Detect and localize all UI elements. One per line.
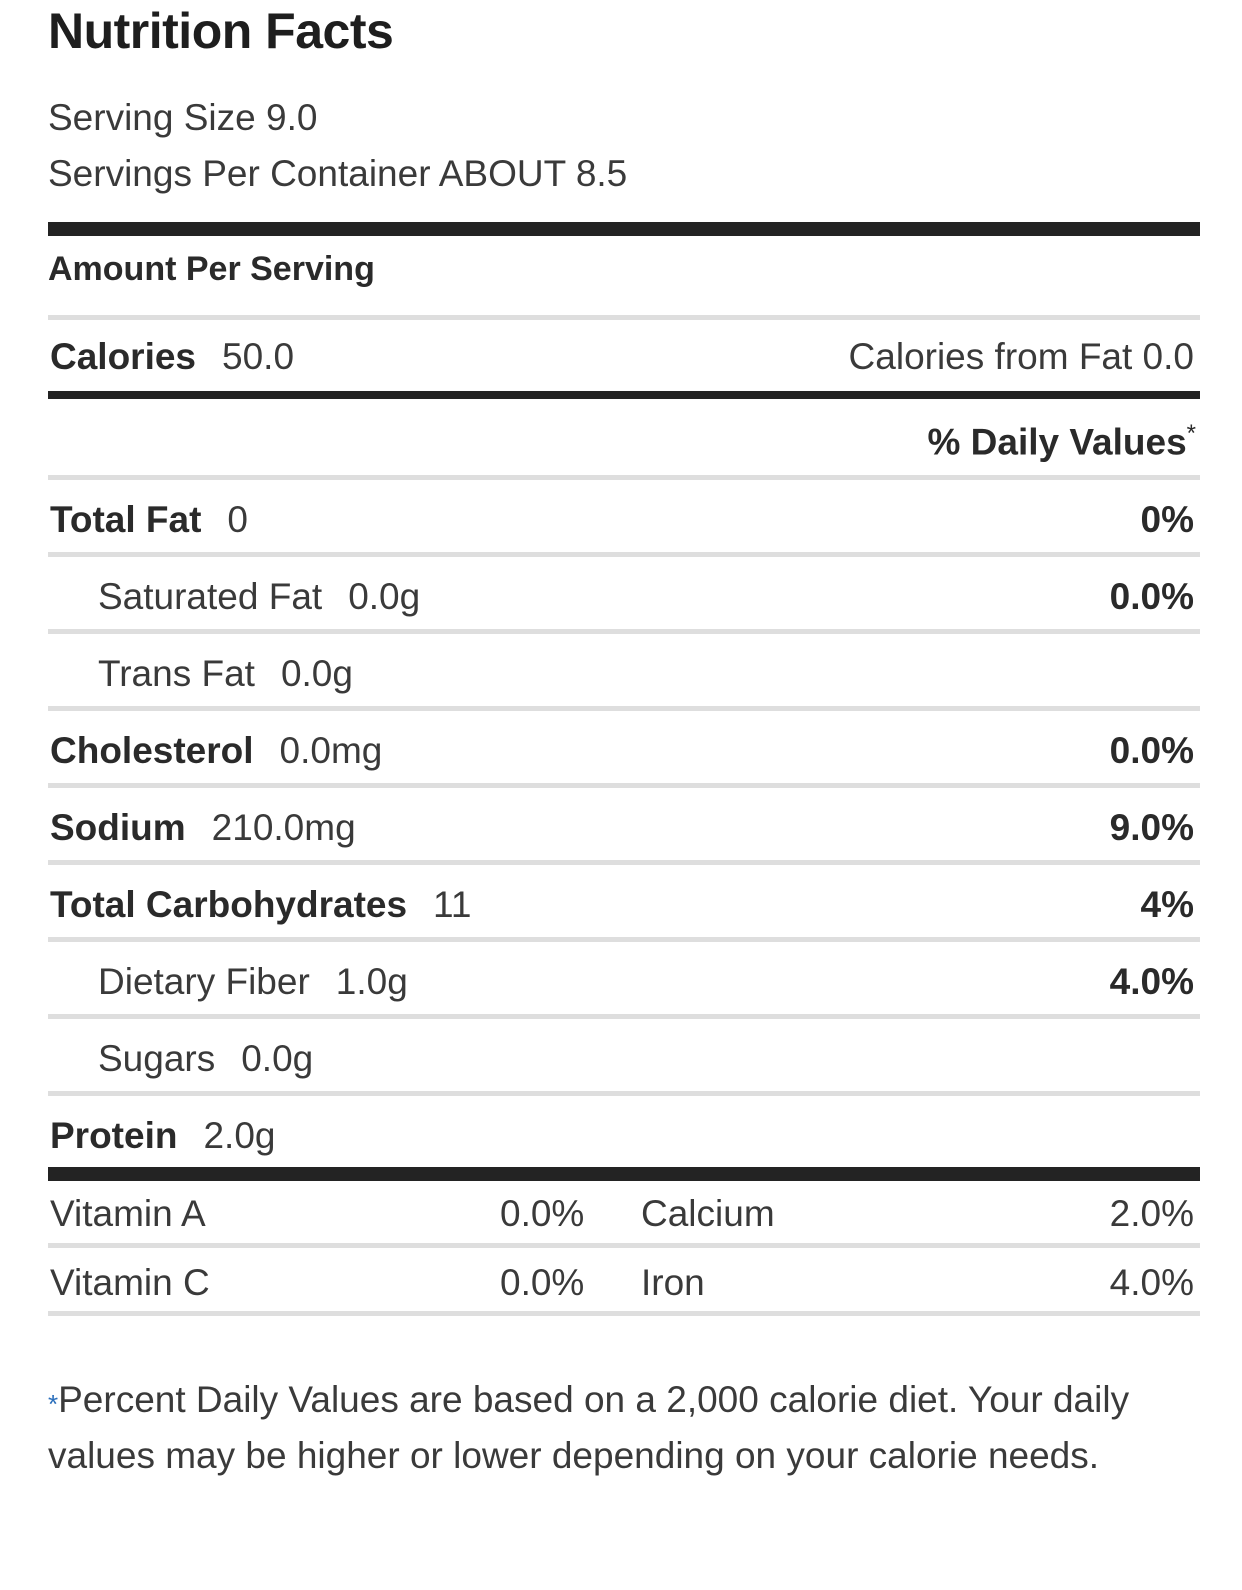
nutrient-daily-value: 0.0% <box>1109 730 1194 771</box>
nutrient-name: Cholesterol <box>50 730 254 771</box>
nutrient-daily-value: 0% <box>1140 499 1194 540</box>
nutrient-daily-value: 9.0% <box>1109 807 1194 848</box>
nutrient-amount: 0.0g <box>348 576 421 617</box>
vitamin-name: Vitamin C <box>50 1262 210 1303</box>
divider <box>48 1311 1200 1316</box>
nutrient-name: Dietary Fiber <box>98 961 310 1002</box>
nutrient-row-cholesterol <box>48 715 1200 787</box>
nutrient-name: Protein <box>50 1115 178 1156</box>
vitamin-row <box>48 1250 1200 1314</box>
divider <box>48 629 1200 634</box>
nutrient-row-sodium <box>48 792 1200 864</box>
amount-per-serving: Amount Per Serving <box>48 250 375 288</box>
nutrient-row-dietary-fiber <box>48 946 1200 1018</box>
daily-values-label: % Daily Values <box>927 421 1187 463</box>
divider <box>48 860 1200 865</box>
nutrient-daily-value: 4% <box>1140 884 1194 925</box>
nutrient-amount: 11 <box>433 884 472 925</box>
vitamin-value: 0.0% <box>500 1262 585 1303</box>
thick-divider <box>48 222 1200 236</box>
divider <box>48 1243 1200 1248</box>
nutrient-row-total-carbohydrates <box>48 869 1200 941</box>
footnote-text: Percent Daily Values are based on a 2,000 calorie diet. Your daily values may be higher or lower depending on your calorie needs. <box>48 1379 1130 1476</box>
divider <box>48 1014 1200 1019</box>
nutrient-name: Trans Fat <box>98 653 255 694</box>
calories-from-fat: Calories from Fat 0.0 <box>848 336 1194 377</box>
daily-values-header <box>928 420 1197 463</box>
nutrient-row-total-fat <box>48 484 1200 556</box>
mineral-value: 2.0% <box>1109 1193 1194 1234</box>
thick-divider <box>48 1167 1200 1181</box>
nutrient-row-saturated-fat <box>48 561 1200 633</box>
nutrient-name: Total Carbohydrates <box>50 884 408 925</box>
nutrient-amount: 0 <box>227 499 248 540</box>
vitamin-row <box>48 1181 1200 1245</box>
calories-row <box>48 322 1200 392</box>
divider <box>48 783 1200 788</box>
nutrient-name: Total Fat <box>50 499 202 540</box>
serving-size: Serving Size 9.0 <box>48 97 318 138</box>
calories-label: Calories <box>50 336 197 377</box>
nutrient-name: Saturated Fat <box>98 576 323 617</box>
divider <box>48 706 1200 711</box>
divider <box>48 1091 1200 1096</box>
nutrient-amount: 0.0g <box>280 653 353 694</box>
nutrient-name: Sugars <box>98 1038 216 1079</box>
medium-divider <box>48 391 1200 399</box>
nutrient-row-sugars <box>48 1023 1200 1095</box>
nutrient-amount: 2.0g <box>203 1115 276 1156</box>
vitamin-name: Vitamin A <box>50 1193 206 1234</box>
divider <box>48 475 1200 480</box>
nutrient-name: Sodium <box>50 807 186 848</box>
vitamin-value: 0.0% <box>500 1193 585 1234</box>
divider <box>48 937 1200 942</box>
footnote <box>48 1372 1168 1484</box>
daily-values-marker: * <box>1186 420 1196 447</box>
mineral-name: Iron <box>641 1262 705 1303</box>
divider <box>48 552 1200 557</box>
mineral-value: 4.0% <box>1109 1262 1194 1303</box>
nutrient-daily-value: 0.0% <box>1109 576 1194 617</box>
nutrient-row-protein <box>48 1100 1200 1172</box>
calories-value: 50.0 <box>222 336 295 377</box>
nutrient-amount: 210.0mg <box>211 807 356 848</box>
nutrient-row-trans-fat <box>48 638 1200 710</box>
page-title: Nutrition Facts <box>48 3 394 59</box>
servings-per-container: Servings Per Container ABOUT 8.5 <box>48 153 628 194</box>
footnote-marker: * <box>48 1389 59 1419</box>
nutrient-daily-value: 4.0% <box>1109 961 1194 1002</box>
divider <box>48 315 1200 320</box>
nutrient-amount: 0.0mg <box>279 730 383 771</box>
nutrient-amount: 1.0g <box>335 961 408 1002</box>
mineral-name: Calcium <box>641 1193 775 1234</box>
nutrient-amount: 0.0g <box>241 1038 314 1079</box>
